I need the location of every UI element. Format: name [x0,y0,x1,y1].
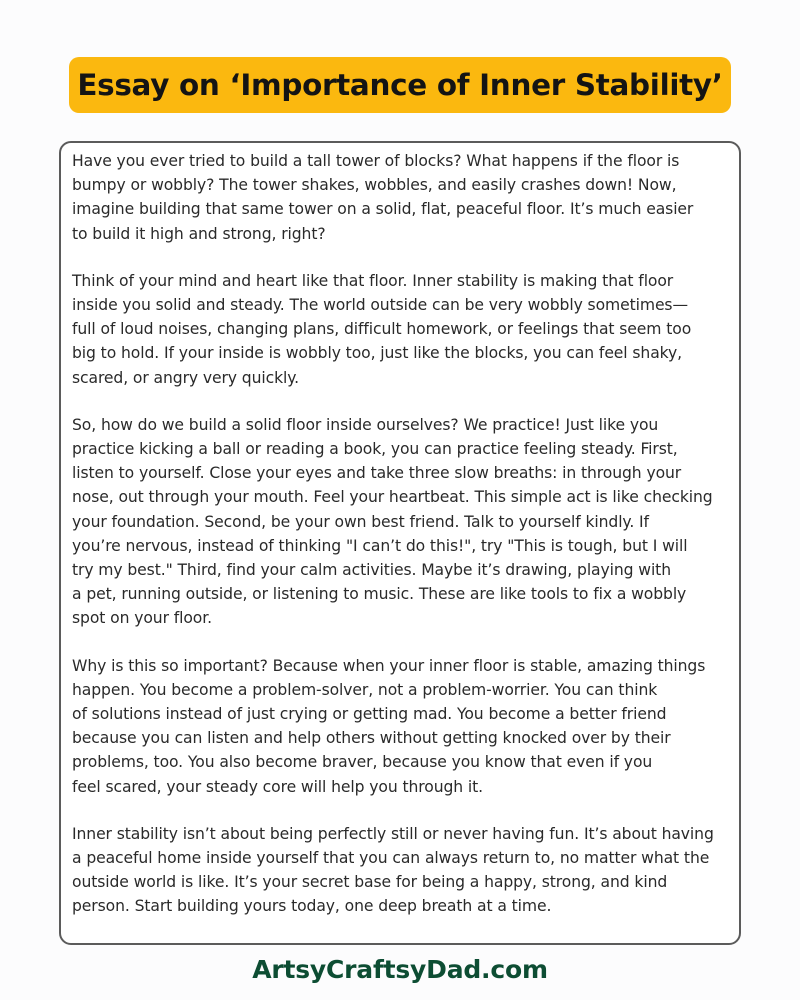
essay-box [59,141,741,945]
page-title: Essay on ‘Importance of Inner Stability’ [77,68,723,102]
essay-line: nose, out through your mouth. Feel your heartbeat. This simple act is like checking [72,488,713,507]
essay-line: because you can listen and help others without getting knocked over by their [72,729,671,748]
essay-line: person. Start building yours today, one deep breath at a time. [72,897,552,916]
essay-line: a pet, running outside, or listening to music. These are like tools to fix a wobbly [72,585,687,604]
essay-line: outside world is like. It’s your secret base for being a happy, strong, and kind [72,873,668,892]
essay-line: full of loud noises, changing plans, difficult homework, or feelings that seem too [72,320,692,339]
essay-paragraph-1 [72,149,729,246]
essay-line: spot on your floor. [72,609,212,628]
essay-line: try my best." Third, find your calm activities. Maybe it’s drawing, playing with [72,561,671,580]
essay-line: So, how do we build a solid floor inside ourselves? We practice! Just like you [72,415,659,434]
essay-line: inside you solid and steady. The world outside can be very wobbly sometimes— [72,296,688,315]
essay-line: Why is this so important? Because when your inner floor is stable, amazing things [72,656,706,675]
essay-line: you’re nervous, instead of thinking "I can’t do this!", try "This is tough, but I will [72,536,688,555]
essay-line: scared, or angry very quickly. [72,368,299,387]
essay-paragraph-5 [72,822,729,919]
essay-line: happen. You become a problem-solver, not a problem-worrier. You can think [72,680,658,699]
essay-line: a peaceful home inside yourself that you can always return to, no matter what the [72,849,710,868]
essay-line: to build it high and strong, right? [72,224,326,243]
essay-line: problems, too. You also become braver, because you know that even if you [72,753,653,772]
essay-line: feel scared, your steady core will help you through it. [72,777,484,796]
essay-line: listen to yourself. Close your eyes and take three slow breaths: in through your [72,464,682,483]
essay-line: bumpy or wobbly? The tower shakes, wobbles, and easily crashes down! Now, [72,176,677,195]
essay-paragraph-3 [72,413,729,631]
title-banner [69,57,731,113]
essay-line: Inner stability isn’t about being perfectly still or never having fun. It’s about having [72,824,714,843]
site-footer: ArtsyCraftsyDad.com [252,955,548,984]
essay-line: Have you ever tried to build a tall tower of blocks? What happens if the floor is [72,152,680,170]
essay-line: imagine building that same tower on a solid, flat, peaceful floor. It’s much easier [72,200,694,219]
essay-line: big to hold. If your inside is wobbly too, just like the blocks, you can feel shaky, [72,344,683,363]
essay-line: your foundation. Second, be your own best friend. Talk to yourself kindly. If [72,512,649,531]
essay-line: Think of your mind and heart like that floor. Inner stability is making that floor [72,271,674,290]
essay-line: practice kicking a ball or reading a book, you can practice feeling steady. First, [72,440,678,459]
essay-paragraph-2 [72,269,729,390]
essay-line: of solutions instead of just crying or getting mad. You become a better friend [72,705,667,724]
essay-paragraph-4 [72,654,729,799]
